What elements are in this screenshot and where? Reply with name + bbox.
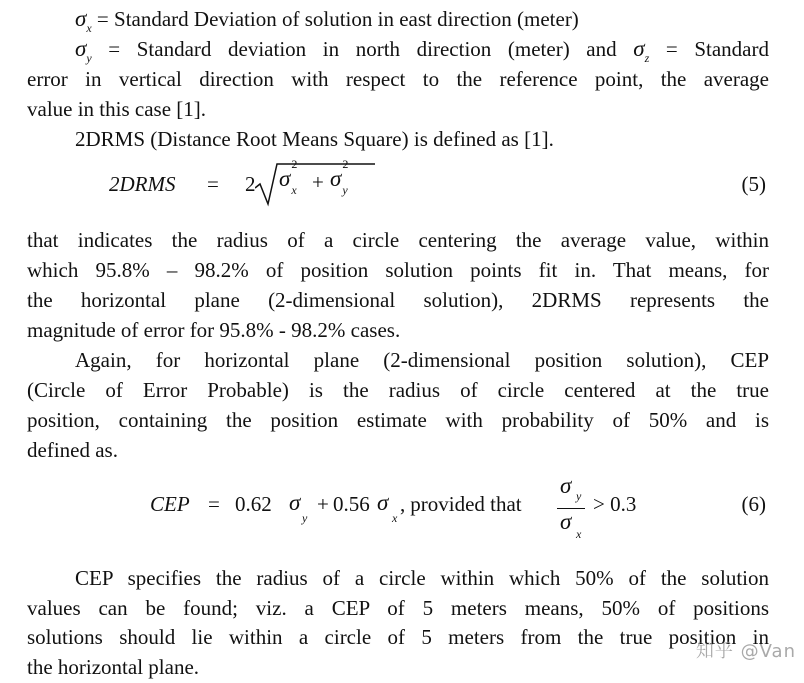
superscript-2: 2 <box>342 157 349 171</box>
definition-text: = Standard <box>649 37 769 61</box>
sigma-symbol: σ <box>289 490 301 515</box>
sigma-symbol: σ <box>75 6 87 31</box>
body-line: that indicates the radius of a circle centering the average value, within <box>27 228 769 252</box>
watermark: 知乎 @Van <box>695 641 796 662</box>
body-line: magnitude of error for 95.8% - 98.2% cases. <box>27 318 401 342</box>
subscript-y: y <box>576 489 582 503</box>
subscript-z: z <box>644 51 650 65</box>
equation-5 <box>27 157 769 210</box>
equals-sign: = <box>208 492 220 516</box>
subscript-y: y <box>86 51 92 65</box>
subscript-x: x <box>86 21 92 35</box>
sigma-symbol: σ <box>279 166 291 191</box>
body-line: error in vertical direction with respect to the reference point, the average <box>27 67 769 91</box>
definition-sigma-y-z <box>27 34 769 64</box>
body-line: values can be found; viz. a CEP of 5 meters means, 50% of positions <box>27 596 769 620</box>
definition-sigma-x <box>27 4 769 34</box>
subscript-x: x <box>291 183 297 197</box>
equation-6 <box>27 475 769 545</box>
comma: , <box>400 492 406 516</box>
provided-that-text: provided that <box>405 492 527 516</box>
subscript-x: x <box>576 527 582 541</box>
body-line: defined as. <box>27 438 118 462</box>
definition-text: = Standard Deviation of solution in east direction (meter) <box>91 7 579 31</box>
sigma-symbol: σ <box>330 166 342 191</box>
sigma-symbol: σ <box>75 36 87 61</box>
subscript-y: y <box>342 183 348 197</box>
equation-lhs: CEP <box>150 492 190 516</box>
coefficient: 2 <box>245 172 256 196</box>
sigma-symbol: σ <box>560 509 572 534</box>
body-line: the horizontal plane. <box>27 655 200 679</box>
paper-page <box>27 0 769 683</box>
plus-sign: + <box>312 170 324 194</box>
subscript-x: x <box>392 511 398 525</box>
body-line: Again, for horizontal plane (2-dimensional position solution), CEP <box>75 348 769 372</box>
body-line: 2DRMS (Distance Root Means Square) is defined as [1]. <box>75 127 554 151</box>
sigma-symbol: σ <box>377 490 389 515</box>
definition-text: = Standard deviation in north direction (meter) and <box>91 37 634 61</box>
body-line: which 95.8% – 98.2% of position solution points fit in. That means, for <box>27 258 769 282</box>
equation-number: (6) <box>741 492 766 516</box>
equation-lhs: 2DRMS <box>109 172 176 196</box>
body-line: value in this case [1]. <box>27 97 207 121</box>
body-line: (Circle of Error Probable) is the radius of circle centered at the true <box>27 378 769 402</box>
sigma-symbol: σ <box>633 36 645 61</box>
inequality: > 0.3 <box>593 492 637 516</box>
plus-sign: + <box>317 492 329 516</box>
sigma-symbol: σ <box>560 473 572 498</box>
body-line: CEP specifies the radius of a circle within which 50% of the solution <box>75 566 769 590</box>
equation-number: (5) <box>741 172 766 196</box>
body-line: the horizontal plane (2-dimensional solution), 2DRMS represents the <box>27 288 769 312</box>
superscript-2: 2 <box>291 157 298 171</box>
equals-sign: = <box>207 172 219 196</box>
coefficient: 0.56 <box>333 492 370 516</box>
coefficient: 0.62 <box>235 492 272 516</box>
subscript-y: y <box>302 511 308 525</box>
body-line: solutions should lie within a circle of 5 meters from the true position in <box>27 625 769 649</box>
body-line: position, containing the position estimate with probability of 50% and is <box>27 408 769 432</box>
